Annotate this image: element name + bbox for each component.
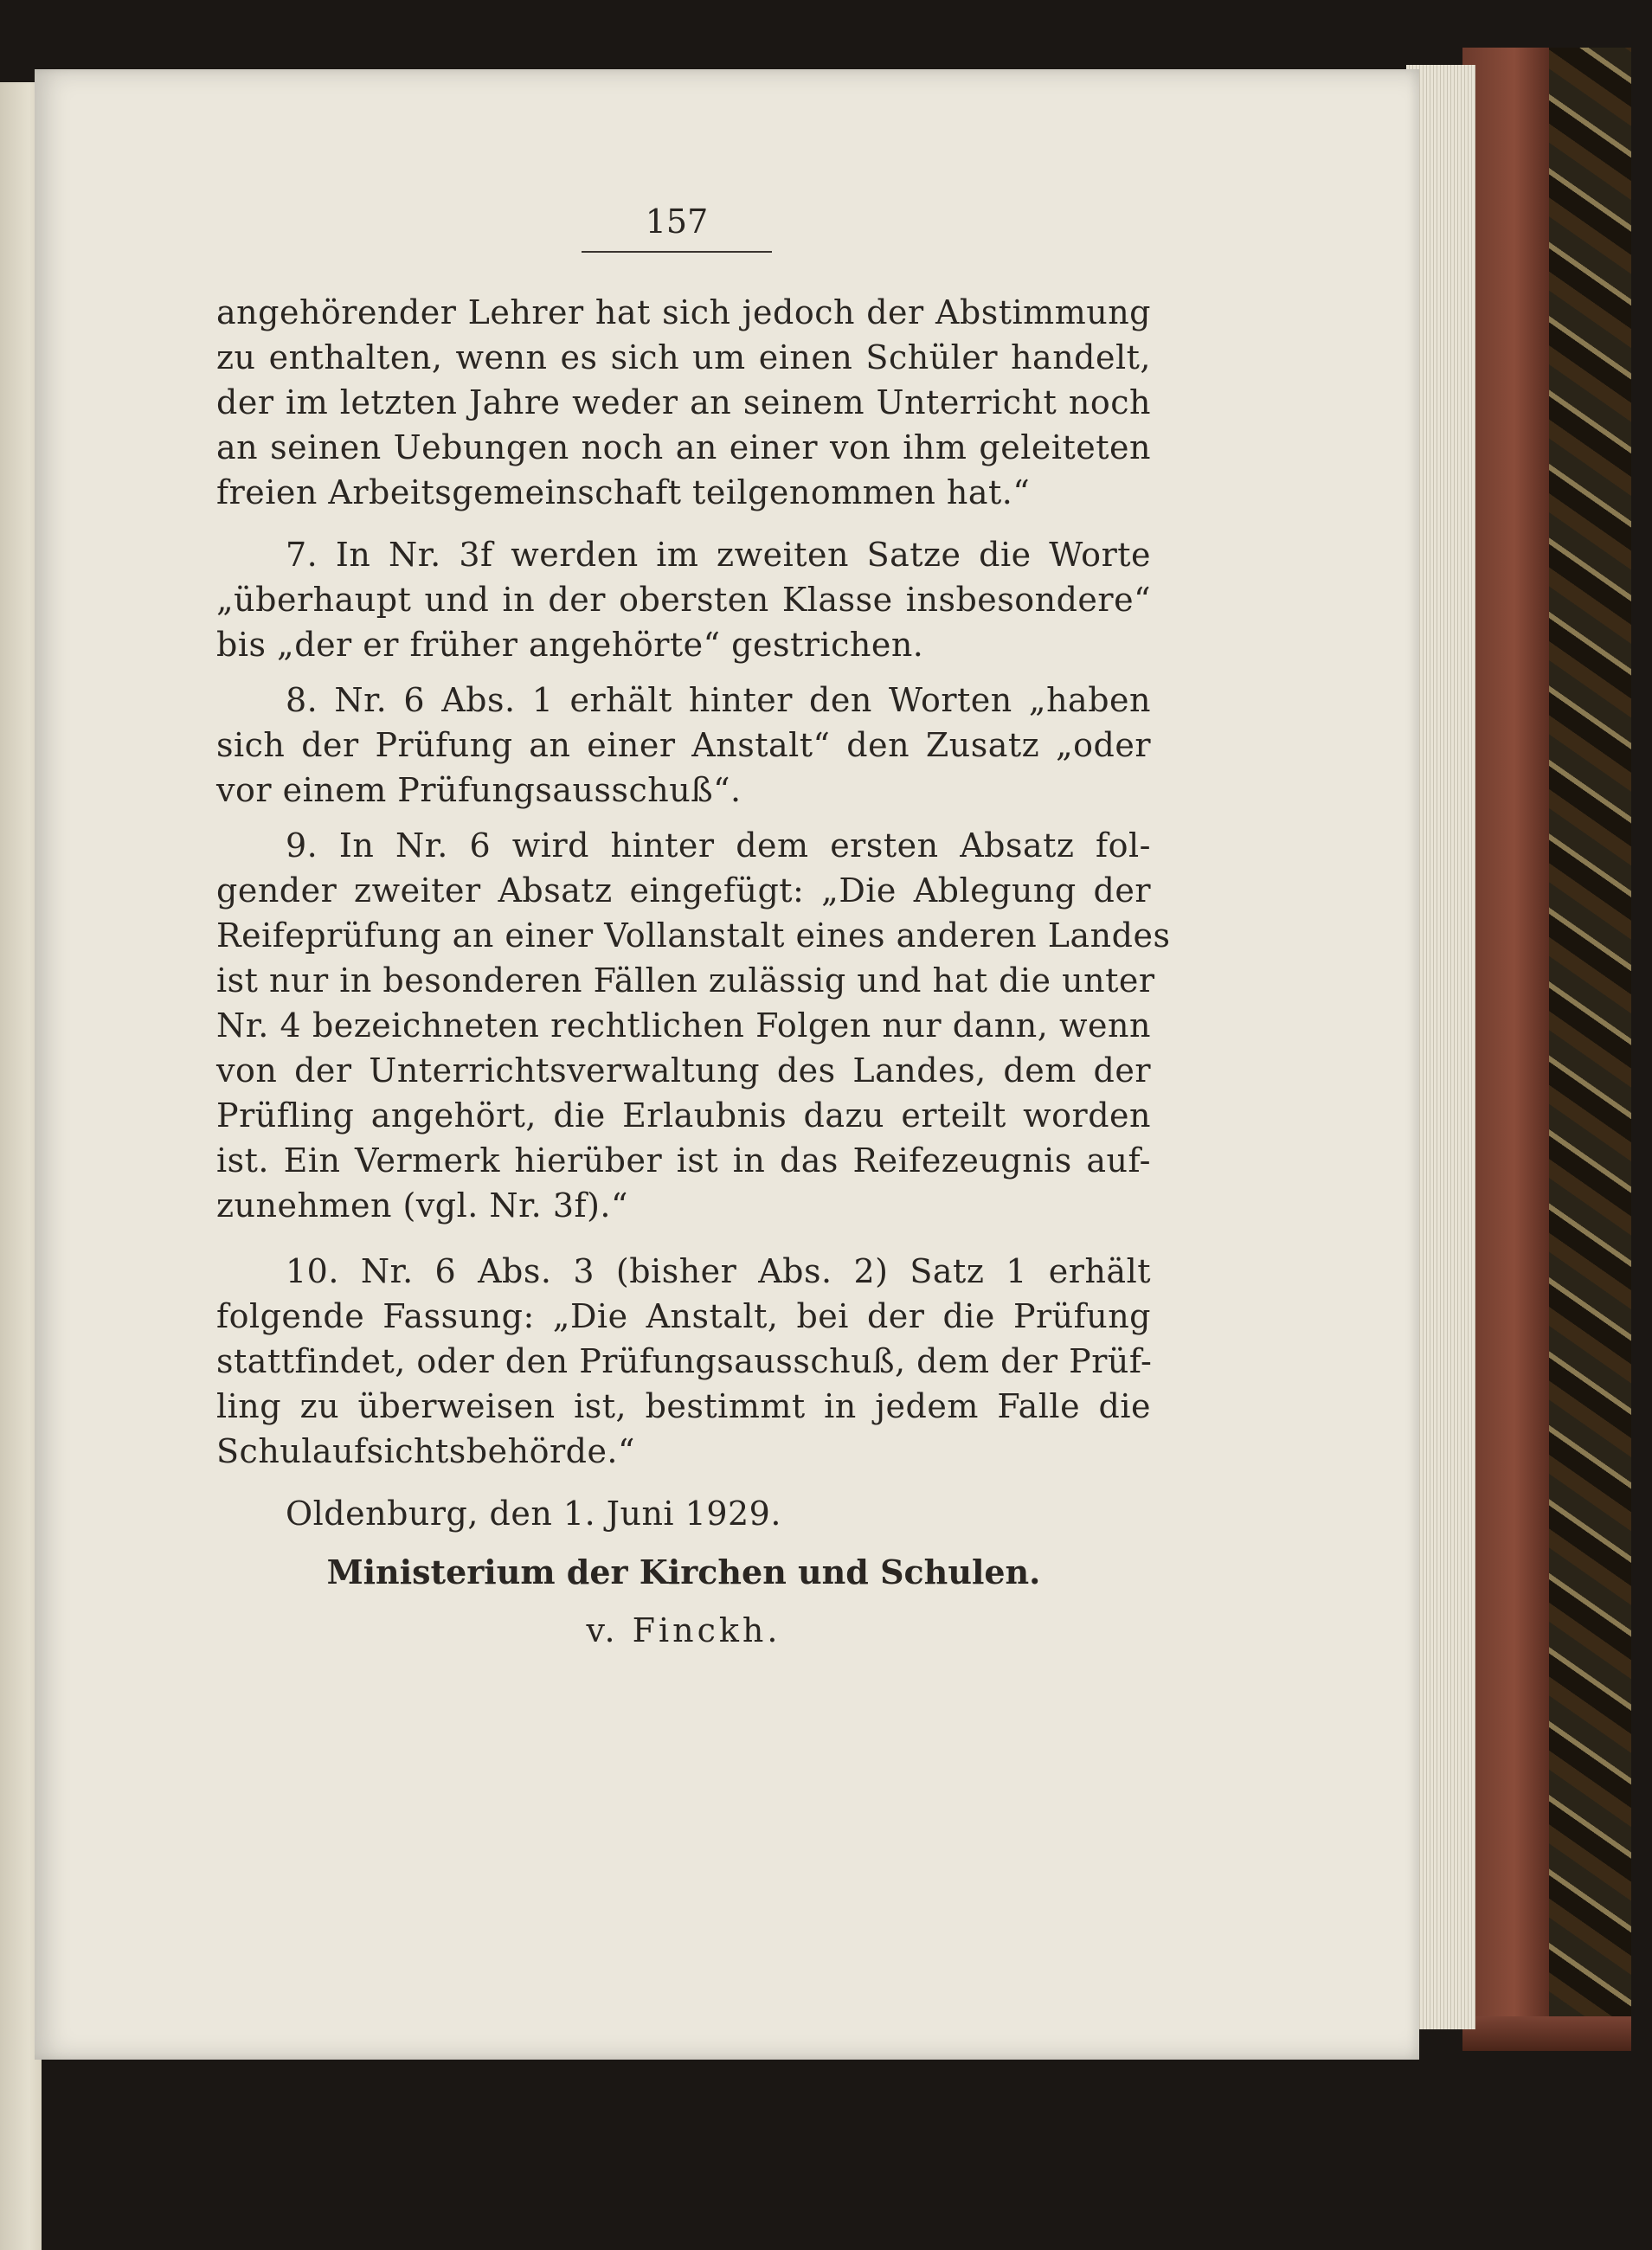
text-line: 10. Nr. 6 Abs. 3 (bisher Abs. 2) Satz 1 erhält (286, 1252, 1151, 1290)
text-line: zu enthalten, wenn es sich um einen Schüler handelt, (216, 338, 1151, 376)
text-line: sich der Prüfung an einer Anstalt“ den Zusatz „oder (216, 726, 1151, 764)
text-line: der im letzten Jahre weder an seinem Unterricht noch (216, 383, 1151, 421)
leather-corner (1462, 2016, 1631, 2051)
text-line: 7. In Nr. 3f werden im zweiten Satze die Worte (286, 536, 1151, 574)
text-line: ist. Ein Vermerk hierüber ist in das Reifezeugnis auf- (216, 1141, 1151, 1180)
text-line: Reifeprüfung an einer Vollanstalt eines anderen Landes (216, 916, 1171, 955)
ministry-name: Ministerium der Kirchen und Schulen. (326, 1552, 1041, 1591)
text-line: Prüfling angehört, die Erlaubnis dazu erteilt worden (216, 1096, 1151, 1135)
text-line: bis „der er früher angehörte“ gestrichen. (216, 626, 924, 664)
text-line: gender zweiter Absatz eingefügt: „Die Ablegung der (216, 871, 1151, 910)
text-line: angehörender Lehrer hat sich jedoch der Abstimmung (216, 293, 1151, 331)
text-line: stattfindet, oder den Prüfungsausschuß, dem der Prüf- (216, 1342, 1153, 1380)
text-line: 8. Nr. 6 Abs. 1 erhält hinter den Worten „haben (286, 681, 1151, 719)
date-line: Oldenburg, den 1. Juni 1929. (286, 1495, 781, 1533)
text-line: Nr. 4 bezeichneten rechtlichen Folgen nur dann, wenn (216, 1006, 1151, 1045)
text-line: ling zu überweisen ist, bestimmt in jedem Falle die (216, 1387, 1151, 1425)
text-line: von der Unterrichtsverwaltung des Landes, dem der (216, 1051, 1151, 1090)
text-line: freien Arbeitsgemeinschaft teilgenommen hat.“ (216, 473, 1031, 511)
text-line: 9. In Nr. 6 wird hinter dem ersten Absatz fol- (286, 826, 1151, 865)
text-line: an seinen Uebungen noch an einer von ihm geleiteten (216, 428, 1151, 466)
page-number: 157 (645, 202, 709, 241)
leather-spine (1462, 48, 1549, 2029)
text-line: folgende Fassung: „Die Anstalt, bei der die Prüfung (216, 1297, 1151, 1335)
text-line: vor einem Prüfungsausschuß“. (216, 771, 742, 809)
text-line: ist nur in besonderen Fällen zulässig und hat die unter (216, 961, 1155, 1000)
text-line: zunehmen (vgl. Nr. 3f).“ (216, 1186, 628, 1225)
text-line: „überhaupt und in der obersten Klasse insbesondere“ (216, 581, 1151, 619)
signature: v. Finckh. (586, 1611, 781, 1649)
text-line: Schulaufsichtsbehörde.“ (216, 1432, 635, 1470)
page-number-rule (582, 251, 772, 253)
